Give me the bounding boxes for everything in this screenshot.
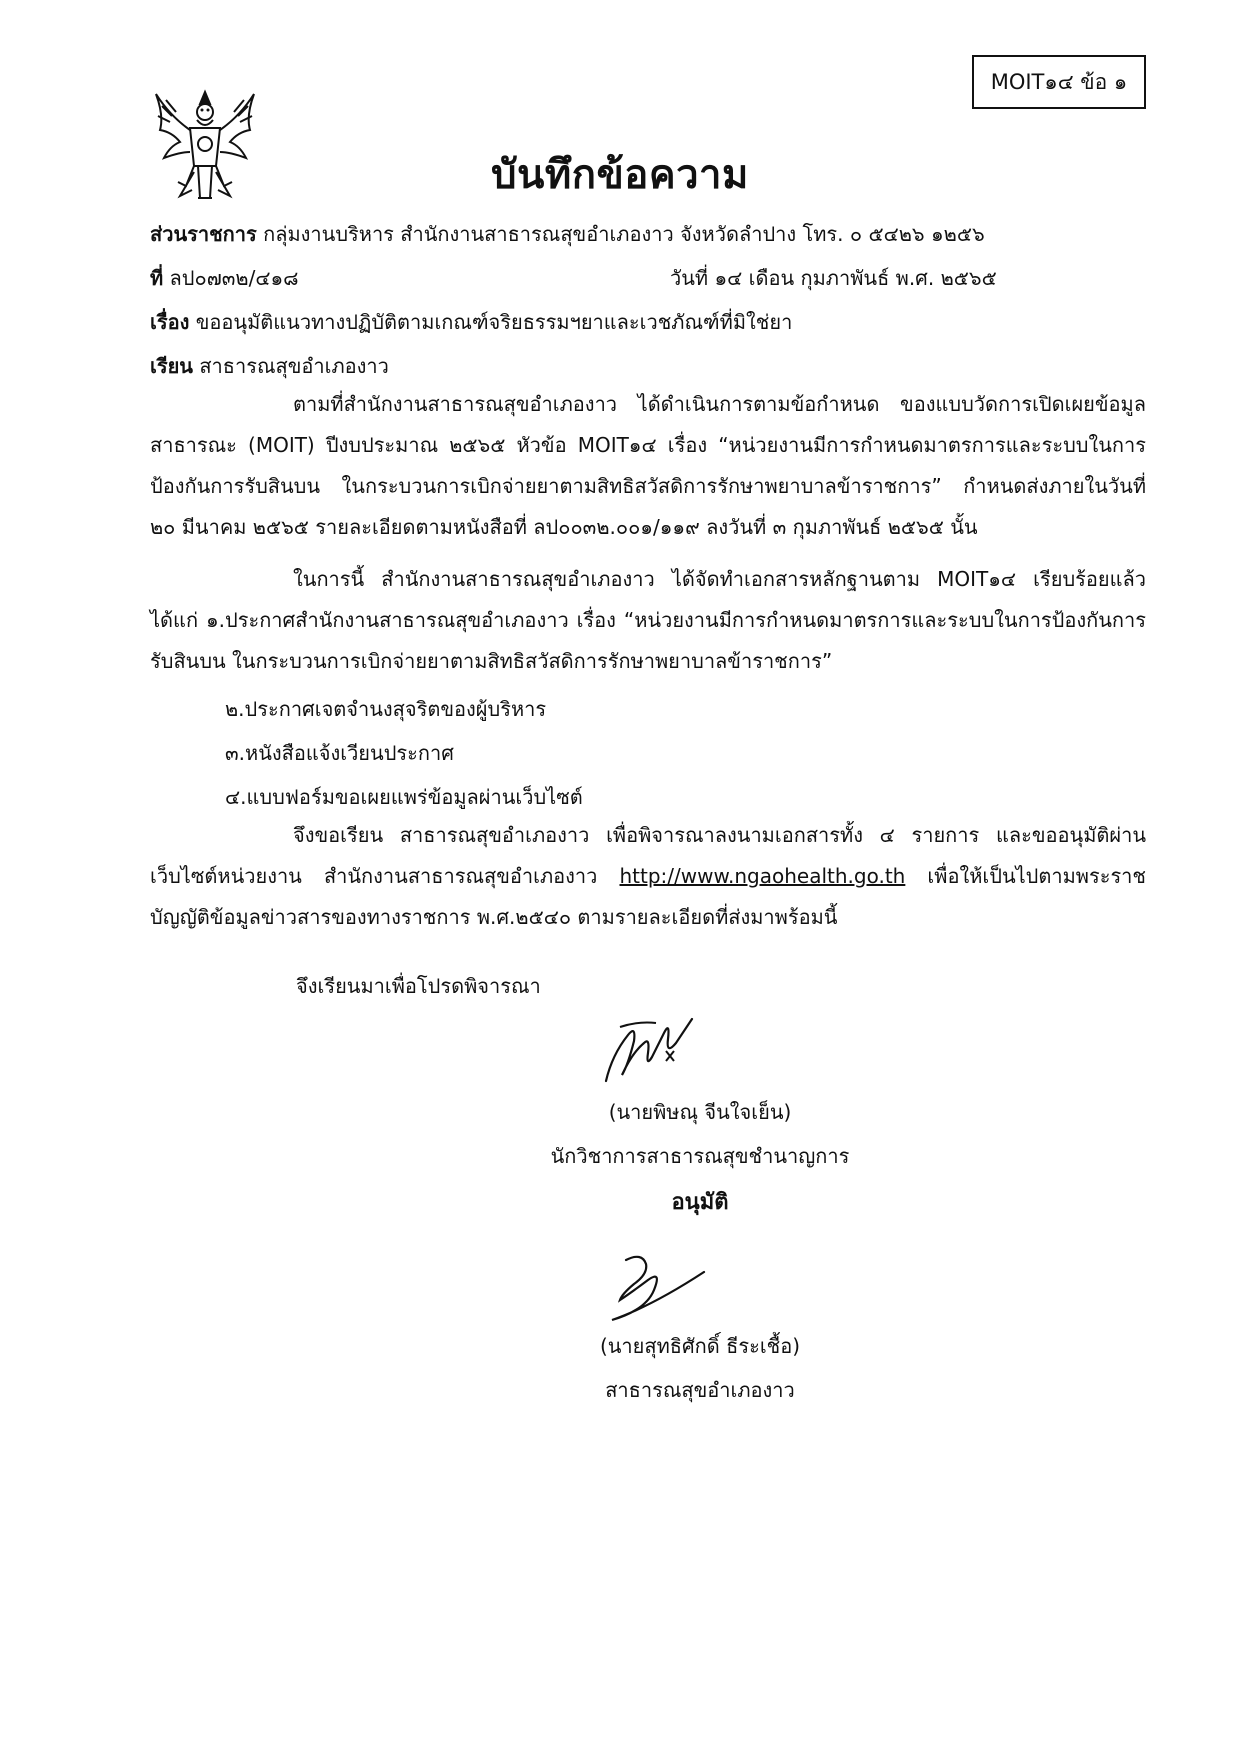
subject-label: เรื่อง bbox=[150, 310, 190, 334]
list-item: ๔.แบบฟอร์มขอเผยแพร่ข้อมูลผ่านเว็บไซต์ bbox=[225, 785, 583, 809]
closing-line: จึงเรียนมาเพื่อโปรดพิจารณา bbox=[296, 974, 541, 998]
reference-box bbox=[972, 55, 1146, 109]
to-label: เรียน bbox=[150, 354, 193, 378]
approval-label: อนุมัติ bbox=[671, 1190, 729, 1215]
date-label: วันที่ bbox=[670, 266, 709, 290]
agency-value: กลุ่มงานบริหาร สำนักงานสาธารณสุขอำเภองาว จังหวัดลำปาง โทร. ๐ ๕๔๒๖ ๑๒๕๖ bbox=[263, 222, 985, 246]
body-paragraph-1: ตามที่สำนักงานสาธารณสุขอำเภองาว ได้ดำเนินการตามข้อกำหนด ของแบบวัดการเปิดเผยข้อมูลสาธารณะ (MOIT) ปีงบประมาณ ๒๕๖๕ หัวข้อ MOIT๑๔ เรื่อง “หน่วยงานมีการกำหนดมาตรการและระบบในการป้องกันการรับสินบน ในกระบวนการเบิกจ่ายยาตามสิทธิสวัสดิการรักษาพยาบาลข้าราชการ” กำหนดส่งภายในวันที่ ๒๐ มีนาคม ๒๕๖๕ รายละเอียดตามหนังสือที่ ลป๐๐๓๒.๐๐๑/๑๑๙ ลงวันที่ ๓ กุมภาพันธ์ ๒๕๖๕ นั้น bbox=[150, 392, 1146, 539]
to-value: สาธารณสุขอำเภองาว bbox=[199, 354, 389, 378]
to-line bbox=[150, 350, 389, 382]
signatory-1-name: (นายพิษณุ จีนใจเย็น) bbox=[608, 1100, 792, 1124]
body-paragraph-2: ในการนี้ สำนักงานสาธารณสุขอำเภองาว ได้จัดทำเอกสารหลักฐานตาม MOIT๑๔ เรียบร้อยแล้ว ได้แก่ ๑.ประกาศสำนักงานสาธารณสุขอำเภองาว เรื่อง “หน่วยงานมีการกำหนดมาตรการและระบบในการป้องกันการรับสินบน ในกระบวนการเบิกจ่ายยาตามสิทธิสวัสดิการรักษาพยาบาลข้าราชการ” bbox=[150, 567, 1146, 673]
ref-date-line bbox=[150, 262, 997, 294]
signature-2-image bbox=[592, 1250, 708, 1324]
agency-label: ส่วนราชการ bbox=[150, 222, 257, 246]
paragraph-3-text-end: เพื่อให้เป็นไปตามพระราชบัญญัติข้อมูลข่าวสารของทางราชการ พ.ศ.๒๕๔๐ ตามรายละเอียดที่ส่งมาพร้อมนี้ bbox=[150, 864, 1146, 929]
signatory-2-position: สาธารณสุขอำเภองาว bbox=[605, 1378, 795, 1402]
body-paragraph-3 bbox=[150, 815, 1146, 938]
ref-label: ที่ bbox=[150, 266, 164, 290]
list-item: ๒.ประกาศเจตจำนงสุจริตของผู้บริหาร bbox=[225, 697, 547, 721]
subject-value: ขออนุมัติแนวทางปฏิบัติตามเกณฑ์จริยธรรมฯยาและเวชภัณฑ์ที่มิใช่ยา bbox=[195, 310, 793, 334]
subject-line bbox=[150, 306, 792, 338]
date-group bbox=[670, 262, 997, 294]
signature-1-image bbox=[598, 1005, 698, 1087]
signatory-1-position: นักวิชาการสาธารณสุขชำนาญการ bbox=[550, 1144, 850, 1168]
reference-code: MOIT๑๔ ข้อ ๑ bbox=[990, 69, 1128, 94]
date-value: ๑๔ เดือน กุมภาพันธ์ พ.ศ. ๒๕๖๕ bbox=[714, 266, 997, 290]
website-link[interactable]: http://www.ngaohealth.go.th bbox=[619, 864, 906, 888]
document-title: บันทึกข้อความ bbox=[491, 152, 749, 198]
paragraph-3-text: จึงขอเรียน สาธารณสุขอำเภองาว เพื่อพิจารณาลงนามเอกสารทั้ง ๔ รายการ และขออนุมัติผ่านเว็บไซต์หน่วยงาน สำนักงานสาธารณสุขอำเภองาว bbox=[150, 823, 1146, 888]
ref-value: ลป๐๗๓๒/๔๑๘ bbox=[169, 266, 299, 290]
agency-line bbox=[150, 218, 985, 250]
list-item: ๓.หนังสือแจ้งเวียนประกาศ bbox=[225, 741, 454, 765]
signatory-2-name: (นายสุทธิศักดิ์ ธีระเชื้อ) bbox=[599, 1334, 801, 1358]
